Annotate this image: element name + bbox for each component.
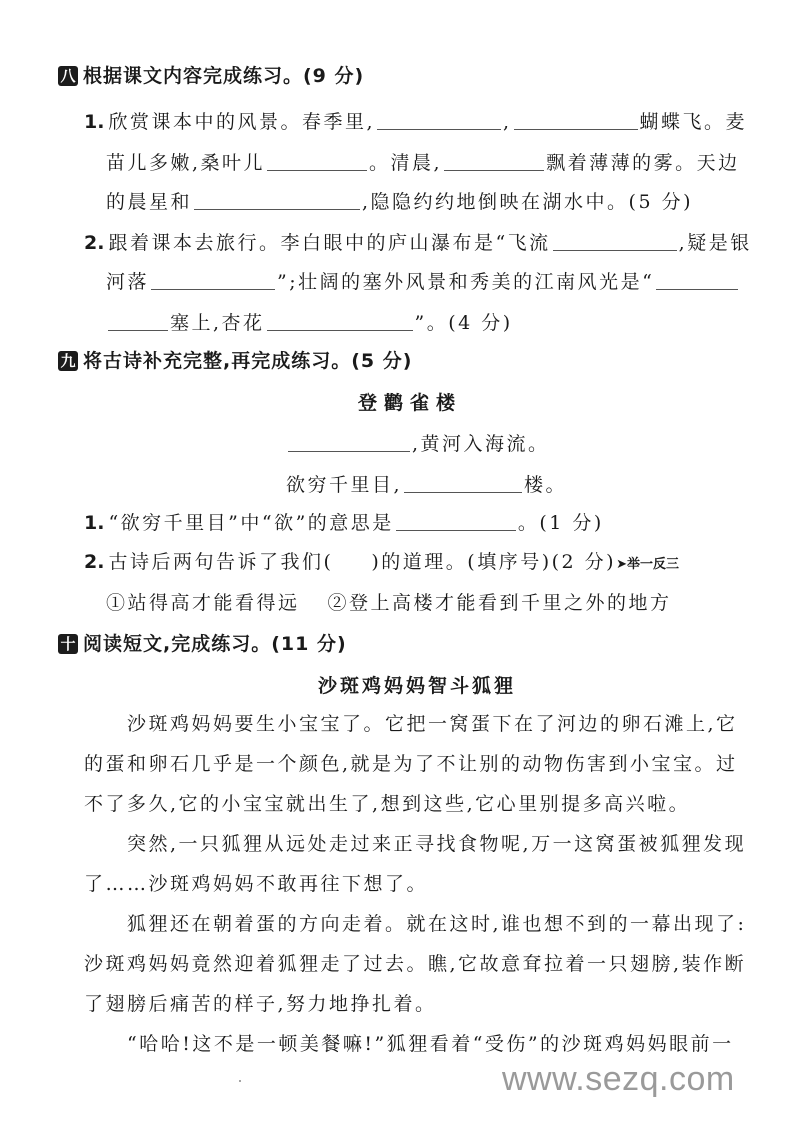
- scan-speck: [239, 1080, 241, 1082]
- question-text: 塞上,杏花: [170, 312, 265, 334]
- answer-blank[interactable]: [108, 312, 168, 331]
- section-title: 根据课文内容完成练习。(9 分): [83, 65, 365, 87]
- question-9-2-options: [106, 591, 672, 615]
- question-text: 飘着薄薄的雾。天边: [546, 152, 740, 174]
- story-paragraph-line: 的蛋和卵石几乎是一个颜色,就是为了不让别的动物伤害到小宝宝。过: [84, 753, 738, 775]
- answer-blank[interactable]: [194, 191, 360, 210]
- section-9-heading: [58, 349, 412, 373]
- question-text: 蝴蝶飞。麦: [639, 111, 748, 133]
- answer-blank[interactable]: [514, 111, 638, 130]
- section-title: 阅读短文,完成练习。(11 分): [83, 633, 347, 655]
- answer-blank[interactable]: [656, 271, 738, 290]
- option-2: ②登上高楼才能看到千里之外的地方: [327, 592, 672, 614]
- question-number: 1.: [84, 111, 105, 133]
- question-8-2-line-2: [106, 270, 740, 294]
- question-text: “欲穷千里目”中“欲”的意思是: [108, 512, 394, 534]
- answer-blank[interactable]: [267, 312, 413, 331]
- section-8-heading: [58, 64, 364, 88]
- answer-blank[interactable]: [396, 512, 516, 531]
- question-text: )的道理。(填序号)(2 分): [371, 551, 617, 573]
- poem-line-2: [286, 473, 567, 497]
- watermark: www.sezq.com: [502, 1060, 735, 1098]
- question-9-2: [84, 550, 679, 577]
- question-text: 。清晨,: [369, 152, 443, 174]
- question-8-1-line-1: [84, 110, 747, 134]
- story-paragraph-line: 突然,一只狐狸从远处走过来正寻找食物呢,万一这窝蛋被狐狸发现: [127, 833, 747, 855]
- question-text: 古诗后两句告诉了我们(: [108, 551, 334, 573]
- answer-blank[interactable]: [404, 474, 522, 493]
- question-text: ”;壮阔的塞外风景和秀美的江南风光是“: [277, 271, 655, 293]
- story-paragraph-line: 狐狸还在朝着蛋的方向走着。就在这时,谁也想不到的一幕出现了:: [127, 913, 747, 935]
- section-number-badge: 十: [58, 634, 78, 654]
- question-number: 2.: [84, 232, 105, 254]
- question-8-1-line-3: [106, 190, 693, 214]
- answer-blank[interactable]: [444, 152, 544, 171]
- answer-blank[interactable]: [288, 433, 410, 452]
- practice-tag: ➤举一反三: [616, 557, 679, 572]
- answer-blank[interactable]: [151, 271, 275, 290]
- poem-line-1: [286, 432, 550, 456]
- question-text: 苗儿多嫩,桑叶儿: [106, 152, 266, 174]
- question-text: 欣赏课本中的风景。春季里,: [108, 111, 375, 133]
- section-number-badge: 八: [58, 66, 78, 86]
- poem-text: ,黄河入海流。: [412, 433, 550, 455]
- option-1: ①站得高才能看得远: [106, 592, 300, 614]
- story-title: 沙斑鸡妈妈智斗狐狸: [318, 675, 517, 697]
- poem-text: 欲穷千里目,: [286, 474, 403, 496]
- question-text: 的晨星和: [106, 191, 193, 213]
- question-text: 。(1 分): [517, 512, 604, 534]
- question-text: ,疑是银: [678, 232, 752, 254]
- answer-blank[interactable]: [377, 111, 501, 130]
- poem-title: 登鹳雀楼: [358, 392, 463, 414]
- section-title: 将古诗补充完整,再完成练习。(5 分): [83, 350, 413, 372]
- story-paragraph-line: “哈哈!这不是一顿美餐嘛!”狐狸看着“受伤”的沙斑鸡妈妈眼前一: [127, 1033, 734, 1055]
- question-8-2-line-3: [106, 311, 513, 335]
- story-paragraph-line: 沙斑鸡妈妈要生小宝宝了。它把一窝蛋下在了河边的卵石滩上,它: [127, 713, 738, 735]
- question-text: ”。(4 分): [414, 312, 513, 334]
- poem-text: 楼。: [524, 474, 568, 496]
- story-paragraph-line: 了……沙斑鸡妈妈不敢再往下想了。: [84, 873, 429, 895]
- question-text: ,: [503, 111, 512, 133]
- answer-blank[interactable]: [267, 152, 367, 171]
- question-text: ,隐隐约约地倒映在湖水中。(5 分): [362, 191, 694, 213]
- story-paragraph-line: 不了多久,它的小宝宝就出生了,想到这些,它心里别提多高兴啦。: [84, 793, 691, 815]
- answer-blank[interactable]: [553, 232, 677, 251]
- question-text: 跟着课本去旅行。李白眼中的庐山瀑布是“飞流: [108, 232, 551, 254]
- question-8-2-line-1: [84, 231, 752, 255]
- question-number: 1.: [84, 512, 105, 534]
- section-10-heading: [58, 632, 347, 656]
- story-paragraph-line: 沙斑鸡妈妈竟然迎着狐狸走了过去。瞧,它故意耷拉着一只翅膀,装作断: [84, 953, 747, 975]
- question-number: 2.: [84, 551, 105, 573]
- question-8-1-line-2: [106, 151, 740, 175]
- question-9-1: [84, 511, 604, 535]
- story-paragraph-line: 了翅膀后痛苦的样子,努力地挣扎着。: [84, 993, 437, 1015]
- question-text: 河落: [106, 271, 150, 293]
- section-number-badge: 九: [58, 351, 78, 371]
